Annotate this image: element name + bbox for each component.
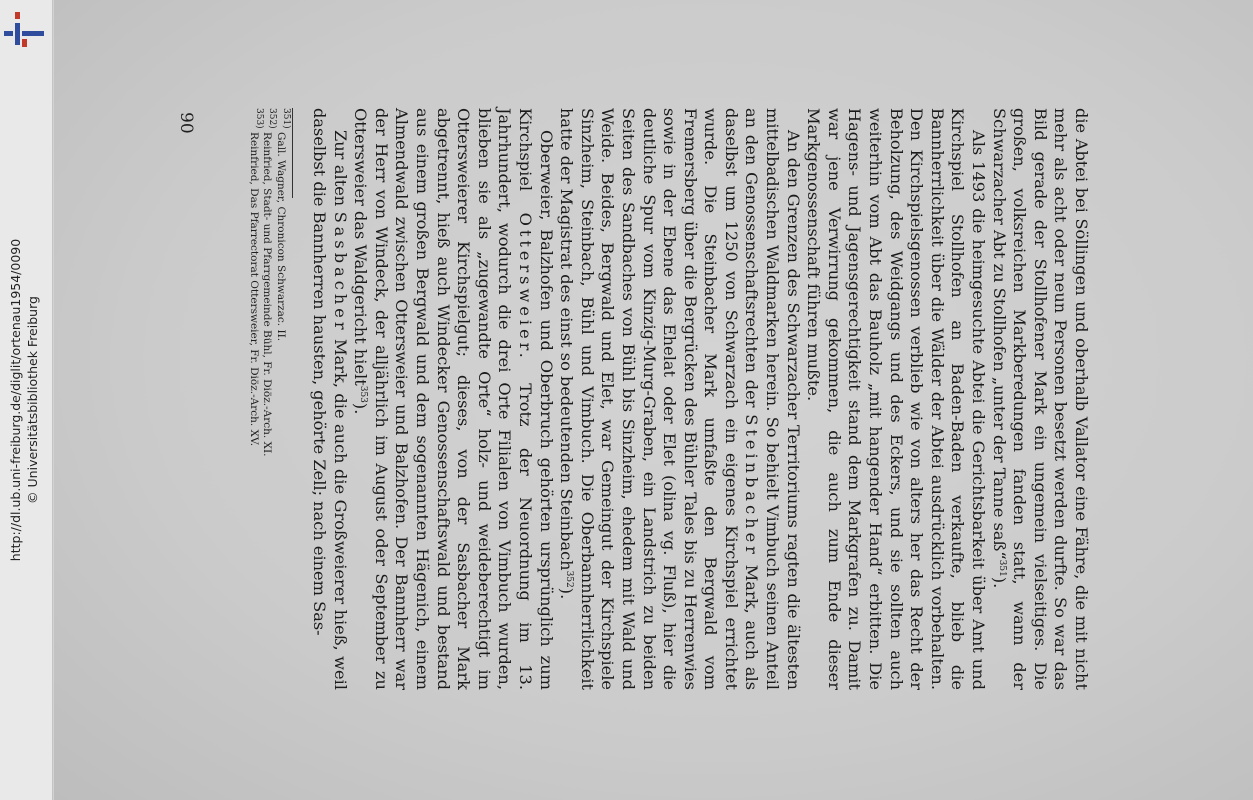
- viewer-caption: [0, 0, 52, 800]
- viewer-sidebar: [0, 0, 53, 800]
- document-url[interactable]: http://dl.ub.uni-freiburg.de/diglit/ortenau1954/0090: [8, 238, 23, 562]
- footnote: $^{353)}$ Reinfried, Das Pfarrectorat Ottersweier, Fr. Diöz.-Arch. XV.: [248, 108, 264, 447]
- footnote: $^{351)}$ Gall. Wagner, Chronicon Schwarzac. II.: [275, 108, 291, 342]
- footnote: $^{352)}$ Reinfried, Stadt- und Pfarrgemeinde Bühl, Fr. Diöz.-Arch. XI.: [261, 108, 278, 457]
- paragraph: Als 1493 die heimgesuchte Abtei die Gerichtsbarkeit über Amt und Kirchspiel Stollhofen an Baden-Baden verkaufte, blieb die Bannherrlichkeit über die Wälder der Abtei ausdrücklich vorbehalten. Den Kirchspielsgenossen verblieb wie von alters her das Recht der Beholzung, des Weidgangs und des Eckers, und sie sollten auch weiterhin vom Abt das Bauholz „mit hangender Hand“ erbitten. Die Hagens- und Jagensgerechtigkeit stand dem Markgrafen zu. Damit war jene Verwirrung gekommen, die auch zum Ende dieser Markgenossenschaft führen mußte.: [804, 108, 989, 690]
- paragraph: An den Grenzen des Schwarzacher Territoriums ragten die ältesten mittelbadischen Waldmarken herein. So behielt Vimbuch seinen Anteil an den Genossenschaftsrechten der Steinbacher Mark, auch als daselbst um 1250 von Schwarzach ein eigenes Kirchspiel errichtet wurde. Die Steinbacher Mark umfaßte den Bergwald vom Fremersberg über die Bergrücken des Bühler Tales bis zu Herrenwies sowie in der Ebene das Ehelat oder Elet (olina vg. Fluß), hier die deutliche Spur vom Kinzig-Murg-Graben, ein Landstrich zu beiden Seiten des Sandbaches von Bühl bis Sinzheim, ehedem mit Wald und Weide. Beides, Bergwald und Elet, war Gemeingut der Kirchspiele Sinzheim, Steinbach, Bühl und Vimbuch. Die Oberbannherrlichkeit hatte der Magistrat des einst so bedeutenden Steinbach$^{352}$).: [557, 108, 803, 690]
- copyright-notice: © Universitätsbibliothek Freiburg: [25, 296, 40, 504]
- rotated-page-content: [54, 0, 1253, 800]
- footnotes: [247, 108, 291, 668]
- page-number: 90: [176, 112, 196, 134]
- page-body: [308, 108, 1091, 690]
- footnote-divider: [292, 108, 293, 198]
- paragraph: die Abtei bei Söllingen und oberhalb Vallator eine Fähre, die mit nicht mehr als acht oder neun Personen besetzt werden durfte. So war das Bild gerade der Stollhofener Mark ein ungemein vielseitiges. Die großen, volksreichen Markberedungen fanden statt, wann der Schwarzacher Abt zu Stollhofen „unter der Tanne saß“$^{351}$).: [989, 108, 1091, 690]
- scanned-page: [54, 0, 1253, 800]
- paragraph: Oberweier, Balzhofen und Oberbruch gehörten ursprünglich zum Kirchspiel Ottersweier. Trotz der Neuordnung im 13. Jahrhundert, wodurch die drei Orte Filialen von Vimbuch wurden, blieben sie als „zugewandte Orte“ holz- und weideberechtigt im Ottersweierer Kirchspielgut; dieses, von der Sasbacher Mark abgetrennt, hieß auch Windecker Genossenschaftswald und bestand aus einem großen Bergwald und dem sogenannten Hägenich, einem Almendwald zwischen Ottersweier und Balzhofen. Der Bannherr war der Herr von Windeck, der alljährlich im August oder September zu Ottersweier das Waldgericht hielt$^{353}$).: [351, 108, 556, 690]
- paragraph: Zur alten Sasbacher Mark, die auch die Großweierer hieß, weil daselbst die Bannherren hausten, gehörte Zell; nach einem Sas-: [310, 108, 350, 690]
